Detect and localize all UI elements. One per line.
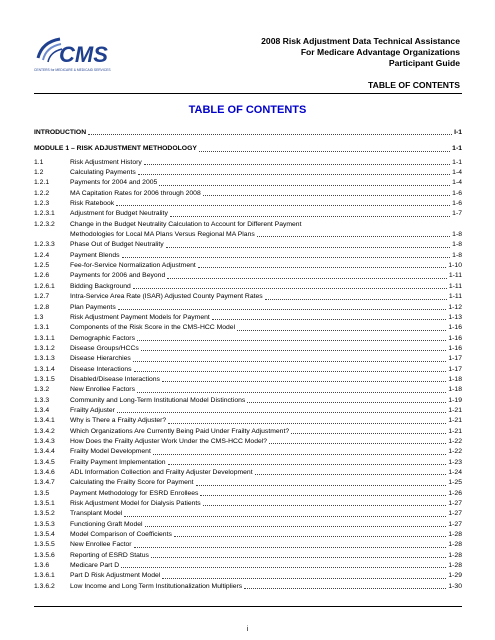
toc-entry-text: Adjustment for Budget Neutrality [70,210,168,218]
toc-entry-page: 1-21 [448,427,462,435]
toc-module-label: MODULE 1 – RISK ADJUSTMENT METHODOLOGY [34,145,197,153]
toc-entry-number: 1.2.1 [34,179,50,187]
toc-entry-page: 1-22 [448,448,462,456]
toc-entry-text: Disease Interactions [70,365,132,373]
toc-entry-number: 1.2 [34,169,44,177]
leader-dots [291,432,446,434]
leader-dots [116,204,450,206]
toc-entry[interactable] [34,303,462,313]
toc-entry-number: 1.3.6 [34,562,50,570]
toc-entry[interactable] [34,478,462,488]
toc-entry[interactable] [34,178,462,188]
toc-entry-text: Model Comparison of Coefficients [70,531,172,539]
toc-entry-number: 1.3.4.2 [34,427,55,435]
toc-entry-text: Payment Blends [70,251,120,259]
leader-dots [200,494,446,496]
toc-entry-page: 1-16 [448,344,462,352]
toc-entry-number: 1.3.1.2 [34,344,55,352]
leader-dots [198,266,447,268]
toc-entry-page: 1-28 [448,562,462,570]
toc-entry-page: 1-30 [448,582,462,590]
leader-dots [196,484,447,486]
header-line-1: 2008 Risk Adjustment Data Technical Assistance [261,36,460,46]
toc-entry-number: 1.3.4.4 [34,448,55,456]
toc-entry-text: Part D Risk Adjustment Model [70,572,161,580]
leader-dots [244,587,446,589]
header-section: TABLE OF CONTENTS [368,80,460,90]
toc-entry-page: 1-23 [448,458,462,466]
toc-entry-text: Demographic Factors [70,334,135,342]
leader-dots [265,298,447,300]
toc-module-page: 1-1 [452,145,462,153]
toc-entry-number: 1.2.3.3 [34,241,55,249]
toc-entry-text: New Enrollee Factor [70,541,132,549]
leader-dots [203,504,447,506]
toc-entry-number: 1.3.5.3 [34,520,55,528]
leader-dots [174,535,447,537]
toc-entry[interactable] [34,189,462,199]
toc-entry-text: Calculating the Frailty Score for Payment [70,479,194,487]
toc-entry-page: 1-11 [448,293,462,301]
toc-entry[interactable] [34,530,462,540]
toc-entry[interactable] [34,406,462,416]
leader-dots [269,442,446,444]
toc-entry[interactable] [34,396,462,406]
toc-entry-text: Functioning Graft Model [70,520,143,528]
toc-entry-text: Calculating Payments [70,169,136,177]
toc-entry-page: 1-11 [448,272,462,280]
toc-entry-text: Risk Adjustment Payment Models for Payment [70,313,210,321]
toc-entry[interactable] [34,261,462,271]
leader-dots [255,473,447,475]
toc-entry-number: 1.3.4.7 [34,479,55,487]
toc-entry[interactable] [34,334,462,344]
toc-entry[interactable] [34,240,462,250]
toc-entry-page: 1-21 [448,417,462,425]
toc-entry-number: 1.2.3.2 [34,220,55,228]
toc-entry-page: 1-11 [448,282,462,290]
toc-entry-page: 1-22 [448,437,462,445]
page-number: i [246,626,249,633]
toc-entry-text: Frailty Payment Implementation [70,458,166,466]
toc-entry-page: 1-18 [448,375,462,383]
toc-entry-number: 1.3 [34,313,44,321]
toc-entry-number: 1.3.3 [34,396,50,404]
toc-entry[interactable] [34,489,462,499]
footer-rule [34,606,462,607]
toc-entry-text: Payment Methodology for ESRD Enrollees [70,489,199,497]
toc-entry-page: 1-18 [448,386,462,394]
toc-entry-number: 1.3.1.3 [34,355,55,363]
toc-entry-text: Why is There a Frailty Adjuster? [70,417,167,425]
toc-entry[interactable] [34,540,462,550]
toc-entry[interactable] [34,251,462,261]
toc-entry-number: 1.2.6 [34,272,50,280]
leader-dots [144,163,450,165]
toc-entry-page: 1-24 [448,469,462,476]
toc-entry-page: 1-28 [448,541,462,549]
toc-entry[interactable] [34,365,462,375]
toc-entry-text-cont: Methodologies for Local MA Plans Versus Regional MA Plans [70,231,255,239]
toc-entry-text: Risk Adjustment Model for Dialysis Patients [70,500,201,508]
leader-dots [133,287,447,289]
toc-entry-number: 1.2.6.1 [34,282,55,290]
leader-dots [159,184,450,186]
cms-logo [32,36,118,74]
toc-entry-page: 1-16 [448,324,462,332]
toc-entry-text: Frailty Adjuster [70,406,115,414]
leader-dots [121,566,446,568]
toc-entry-number: 1.3.6.1 [34,572,55,580]
toc-entry[interactable] [34,551,462,561]
toc-entry-text: Disease Groups/HCCs [70,344,139,352]
header-rule [34,93,462,94]
toc-entry-page: 1-4 [452,179,462,187]
leader-dots [117,411,446,413]
toc-entry-number: 1.2.5 [34,262,50,270]
leader-dots [124,515,446,517]
toc-entry-text: Disabled/Disease Interactions [70,375,160,383]
leader-dots [199,150,450,152]
toc-entry-page: 1-19 [448,396,462,404]
leader-dots [237,329,446,331]
toc-entry-page: 1-21 [448,406,462,414]
toc-entry-page: 1-17 [448,355,462,363]
toc-entry[interactable] [34,323,462,333]
toc-entry-page: 1-10 [448,262,462,270]
toc-entry-text: Disease Hierarchies [70,355,131,363]
toc-entry-text: Fee-for-Service Normalization Adjustment [70,262,196,270]
toc-entry-text: ADL Information Collection and Frailty Adjuster Development [70,469,253,476]
toc-entry-page: 1-6 [452,200,462,208]
cms-logo-subtext: CENTERS for MEDICARE & MEDICAID SERVICES [34,68,111,72]
toc-entry-text: Transplant Model [70,510,123,518]
toc-entry-number: 1.3.5.1 [34,500,55,508]
toc-entry-text: Risk Ratebook [70,200,115,208]
toc-intro[interactable] [34,128,462,138]
leader-dots [134,546,447,548]
table-of-contents [34,128,462,592]
toc-entry[interactable] [34,220,462,230]
toc-entry-page: 1-16 [448,334,462,342]
leader-dots [247,401,446,403]
toc-entry-text: Plan Payments [70,303,116,311]
leader-dots [168,422,446,424]
toc-entry-number: 1.3.5.6 [34,551,55,559]
toc-entry[interactable] [34,509,462,519]
toc-entry[interactable] [34,499,462,509]
leader-dots [203,194,450,196]
toc-entry-page: 1-13 [448,313,462,321]
toc-entry-number: 1.2.3.1 [34,210,55,218]
toc-entry[interactable] [34,354,462,364]
toc-entry[interactable] [34,209,462,219]
leader-dots [122,256,451,258]
leader-dots [145,525,447,527]
toc-entry-number: 1.2.7 [34,293,50,301]
toc-entry-text: Low Income and Long Term Institutionalization Multipliers [70,582,243,590]
toc-entry-page: 1-25 [448,479,462,487]
toc-entry-page: 1-8 [452,231,462,239]
leader-dots [137,391,446,393]
toc-entry-text: Payments for 2004 and 2005 [70,179,158,187]
toc-entry[interactable] [34,282,462,292]
toc-entry-page: 1-8 [452,251,462,259]
header-line-3: Participant Guide [388,58,460,68]
toc-entry[interactable] [34,447,462,457]
leader-dots [141,349,447,351]
leader-dots [212,318,447,320]
leader-dots [88,133,452,135]
toc-entry-page: 1-1 [452,158,462,166]
leader-dots [170,215,450,217]
toc-entry-number: 1.3.5.4 [34,531,55,539]
toc-entry-text: Payments for 2006 and Beyond [70,272,166,280]
toc-entry-number: 1.3.1.5 [34,375,55,383]
toc-entry-number: 1.3.1.1 [34,334,55,342]
page-title: TABLE OF CONTENTS [188,104,307,116]
toc-entry[interactable] [34,199,462,209]
toc-entry[interactable] [34,520,462,530]
toc-entry[interactable] [34,571,462,581]
toc-entry-number: 1.3.5.5 [34,541,55,549]
toc-entry-page: 1-27 [448,520,462,528]
toc-entry-page: 1-4 [452,169,462,177]
toc-entry-page: 1-27 [448,510,462,518]
toc-entry[interactable] [34,385,462,395]
toc-entry-number: 1.3.2 [34,386,50,394]
toc-intro-page: I-1 [454,129,462,136]
leader-dots [166,246,450,248]
toc-entry[interactable] [34,582,462,592]
toc-entry-number: 1.3.5 [34,489,50,497]
leader-dots [162,380,446,382]
toc-module[interactable] [34,144,462,154]
leader-dots [167,277,447,279]
toc-entry[interactable] [34,271,462,281]
toc-entry-page: 1-8 [452,241,462,249]
toc-entry-text: Medicare Part D [70,562,120,570]
toc-entry-text: How Does the Frailty Adjuster Work Under the CMS-HCC Model? [70,437,268,445]
toc-entry-number: 1.3.4.5 [34,458,55,466]
toc-entry-page: 1-12 [448,303,462,311]
toc-entry-number: 1.3.4.1 [34,417,55,425]
toc-entry-text: Components of the Risk Score in the CMS-HCC Model [70,324,236,332]
toc-entry-page: 1-17 [448,365,462,373]
leader-dots [133,360,447,362]
toc-entry-text: Intra-Service Area Rate (ISAR) Adjusted County Payment Rates [70,293,263,301]
toc-entry-number: 1.3.1 [34,324,50,332]
leader-dots [162,577,446,579]
toc-entry-continuation[interactable] [34,230,462,240]
toc-entry-page: 1-29 [448,572,462,580]
toc-entry[interactable] [34,458,462,468]
toc-entry[interactable] [34,468,462,478]
toc-entry-text: Community and Long-Term Institutional Model Distinctions [70,396,246,404]
leader-dots [168,463,447,465]
toc-entry-page: 1-26 [448,489,462,497]
toc-intro-label: INTRODUCTION [34,129,87,136]
toc-entry[interactable] [34,427,462,437]
toc-entry[interactable] [34,416,462,426]
toc-entry-page: 1-7 [452,210,462,218]
toc-entry-page: 1-28 [448,551,462,559]
leader-dots [151,556,446,558]
toc-entry-text: Phase Out of Budget Neutrality [70,241,164,249]
toc-entry[interactable] [34,292,462,302]
toc-entry-page: 1-28 [448,531,462,539]
toc-entry[interactable] [34,168,462,178]
toc-entry[interactable] [34,313,462,323]
leader-dots [137,339,446,341]
toc-entry-number: 1.3.1.4 [34,365,55,373]
leader-dots [138,173,450,175]
toc-entry-text: Change in the Budget Neutrality Calculation to Account for Different Payment [70,220,302,228]
leader-dots [118,308,447,310]
toc-entry-text: MA Capitation Rates for 2006 through 2008 [70,189,201,197]
toc-entry-number: 1.2.3 [34,200,50,208]
toc-entry[interactable] [34,158,462,168]
toc-entry-number: 1.3.4.6 [34,469,55,476]
toc-entry[interactable] [34,344,462,354]
toc-entry[interactable] [34,437,462,447]
toc-entry-text: Frailty Model Development [70,448,151,456]
toc-entry-number: 1.3.6.2 [34,582,55,590]
toc-entry-number: 1.3.4.3 [34,437,55,445]
leader-dots [134,370,447,372]
toc-entry-number: 1.2.4 [34,251,50,259]
toc-entry-text: Which Organizations Are Currently Being Paid Under Frailty Adjustment? [70,427,290,435]
toc-entry-text: Reporting of ESRD Status [70,551,149,559]
toc-entry-text: New Enrollee Factors [70,386,135,394]
toc-entry-page: 1-27 [448,500,462,508]
toc-entry[interactable] [34,561,462,571]
toc-entry-number: 1.3.5.2 [34,510,55,518]
toc-entry-number: 1.2.8 [34,303,50,311]
toc-entry-text: Risk Adjustment History [70,158,142,166]
leader-dots [153,453,447,455]
toc-entry-number: 1.3.4 [34,406,50,414]
cms-logo-text: CMS [59,42,108,67]
leader-dots [257,235,450,237]
header-line-2: For Medicare Advantage Organizations [300,47,460,57]
toc-entry-text: Bidding Background [70,282,131,290]
toc-entry-number: 1.1 [34,158,44,166]
toc-entry-number: 1.2.2 [34,189,50,197]
toc-entry-page: 1-6 [452,189,462,197]
toc-entry[interactable] [34,375,462,385]
